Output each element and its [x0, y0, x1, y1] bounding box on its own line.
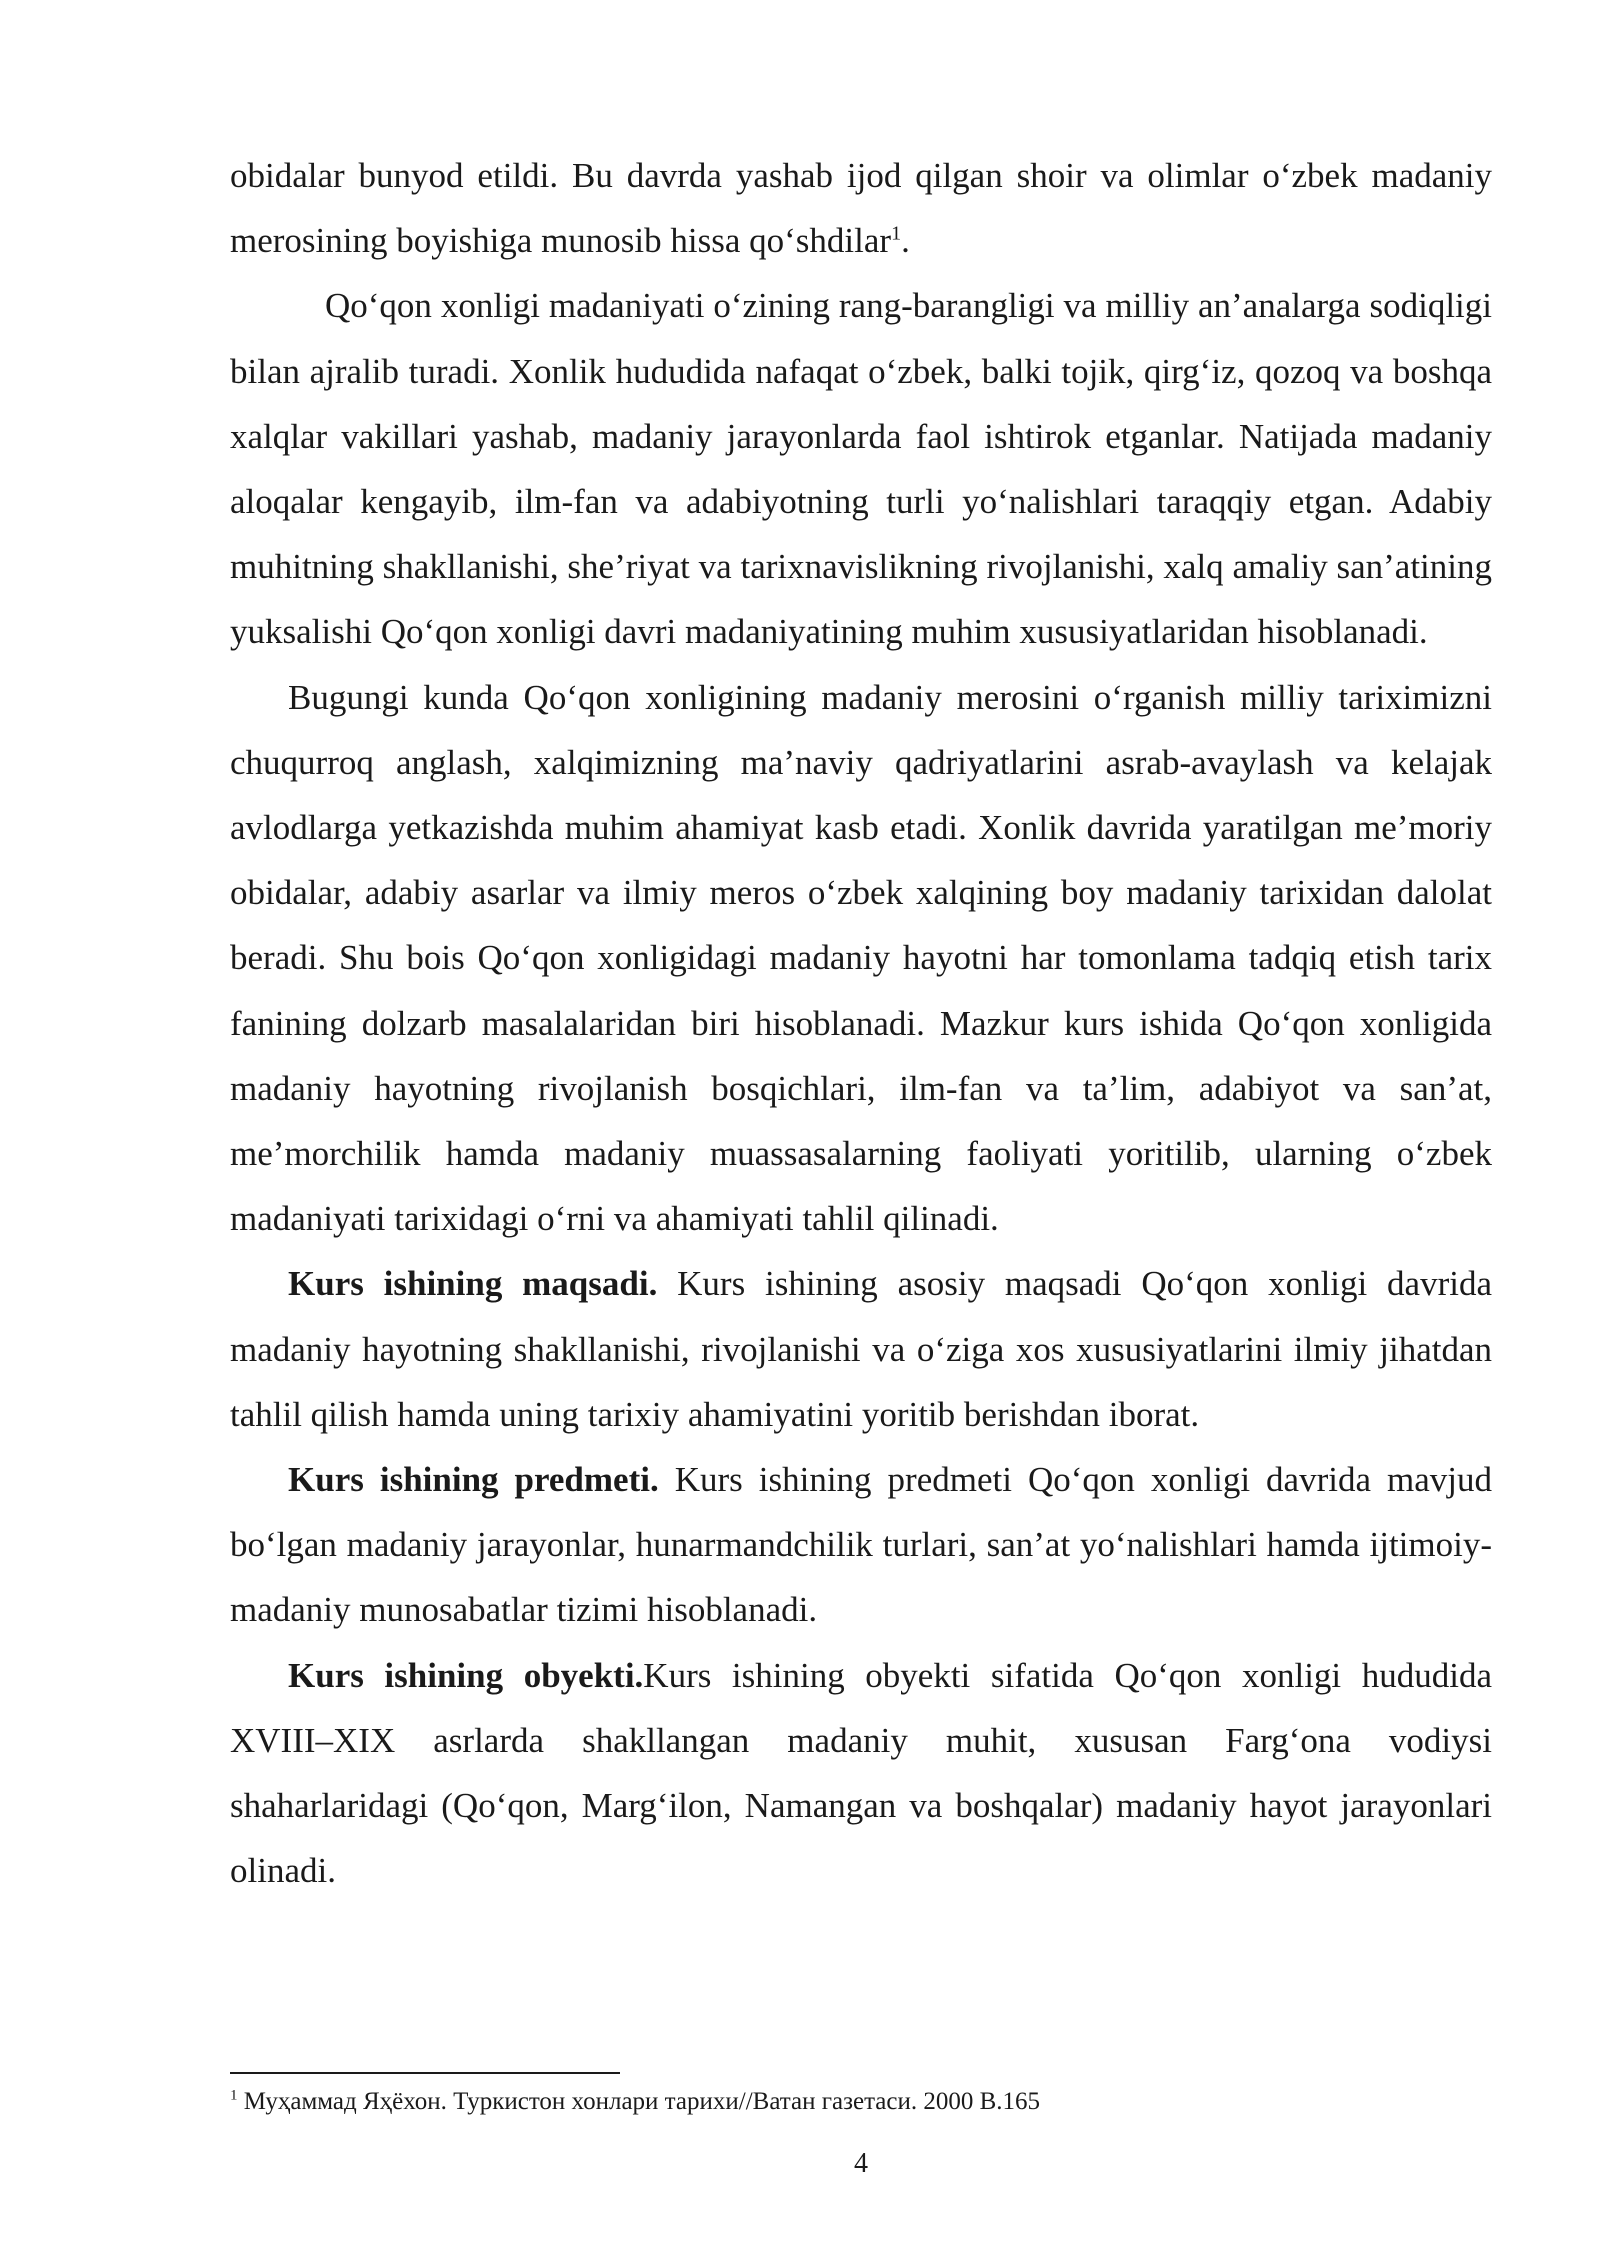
- paragraph-text: Qo‘qon xonligi madaniyati o‘zining rang-barangligi va milliy an’analarga sodiqligi bilan ajralib turadi. Xonlik hududida nafaqat o‘zbek, balki tojik, qirg‘iz, qozoq va boshqa xalqlar vakillari yashab, madaniy jarayonlarda faol ishtirok etganlar. Natijada madaniy aloqalar kengayib, ilm-fan va adabiyotning turli yo‘nalishlari taraqqiy etgan. Adabiy muhitning shakllanishi, she’riyat va tarixnavislikning rivojlanishi, xalq amaliy san’atining yuksalishi Qo‘qon xonligi davri madaniyatining muhim xususiyatlaridan hisoblanadi.: [230, 286, 1492, 652]
- paragraph-object: [230, 1643, 1492, 1904]
- footnote-marker: 1: [230, 2087, 238, 2104]
- paragraph-culture: [230, 273, 1492, 664]
- paragraph-text: Kurs ishining predmeti Qo‘qon xonligi davrida mavjud bo‘lgan madaniy jarayonlar, hunarmandchilik turlari, san’at yo‘nalishlari hamda ijtimoiy-madaniy munosabatlar tizimi hisoblanadi.: [230, 1460, 1492, 1630]
- goal-heading: Kurs ishining maqsadi.: [288, 1264, 658, 1304]
- page-number: 4: [854, 2148, 868, 2179]
- subject-heading: Kurs ishining predmeti.: [288, 1460, 659, 1500]
- body-text: [230, 143, 1492, 1903]
- paragraph-tail: .: [901, 221, 910, 261]
- paragraph-goal: [230, 1251, 1492, 1447]
- paragraph-continuation: [230, 143, 1492, 273]
- footnote-text: Муҳаммад Яҳёхон. Туркистон хонлари тарихи//Ватан газетаси. 2000 В.165: [237, 2088, 1041, 2115]
- footnote-reference[interactable]: 1: [891, 222, 902, 245]
- paragraph-subject: [230, 1447, 1492, 1643]
- paragraph-text: Bugungi kunda Qo‘qon xonligining madaniy merosini o‘rganish milliy tariximizni chuqurroq anglash, xalqimizning ma’naviy qadriyatlarini asrab-avaylash va kelajak avlodlarga yetkazishda muhim ahamiyat kasb etadi. Xonlik davrida yaratilgan me’moriy obidalar, adabiy asarlar va ilmiy meros o‘zbek xalqining boy madaniy tarixidan dalolat beradi. Shu bois Qo‘qon xonligidagi madaniy hayotni har tomonlama tadqiq etish tarix fanining dolzarb masalalaridan biri hisoblanadi. Mazkur kurs ishida Qo‘qon xonligida madaniy hayotning rivojlanish bosqichlari, ilm-fan va ta’lim, adabiyot va san’at, me’morchilik hamda madaniy muassasalarning faoliyati yoritilib, ularning o‘zbek madaniyati tarixidagi o‘rni va ahamiyati tahlil qilinadi.: [230, 677, 1492, 1239]
- footnote-separator: [230, 2072, 620, 2074]
- footnote: [230, 2082, 1492, 2122]
- paragraph-text: obidalar bunyod etildi. Bu davrda yashab ijod qilgan shoir va olimlar o‘zbek madaniy merosining boyishiga munosib hissa qo‘shdilar: [230, 156, 1492, 261]
- paragraph-text: Kurs ishining asosiy maqsadi Qo‘qon xonligi davrida madaniy hayotning shakllanishi, rivojlanishi va o‘ziga xos xususiyatlarini ilmiy jihatdan tahlil qilish hamda uning tarixiy ahamiyatini yoritib berishdan iborat.: [230, 1264, 1492, 1434]
- object-heading: Kurs ishining obyekti.: [288, 1655, 644, 1695]
- paragraph-text: Kurs ishining obyekti sifatida Qo‘qon xonligi hududida XVIII–XIX asrlarda shakllangan madaniy muhit, xususan Farg‘ona vodiysi shaharlaridagi (Qo‘qon, Marg‘ilon, Namangan va boshqalar) madaniy hayot jarayonlari olinadi.: [230, 1655, 1492, 1891]
- paragraph-heritage: [230, 665, 1492, 1252]
